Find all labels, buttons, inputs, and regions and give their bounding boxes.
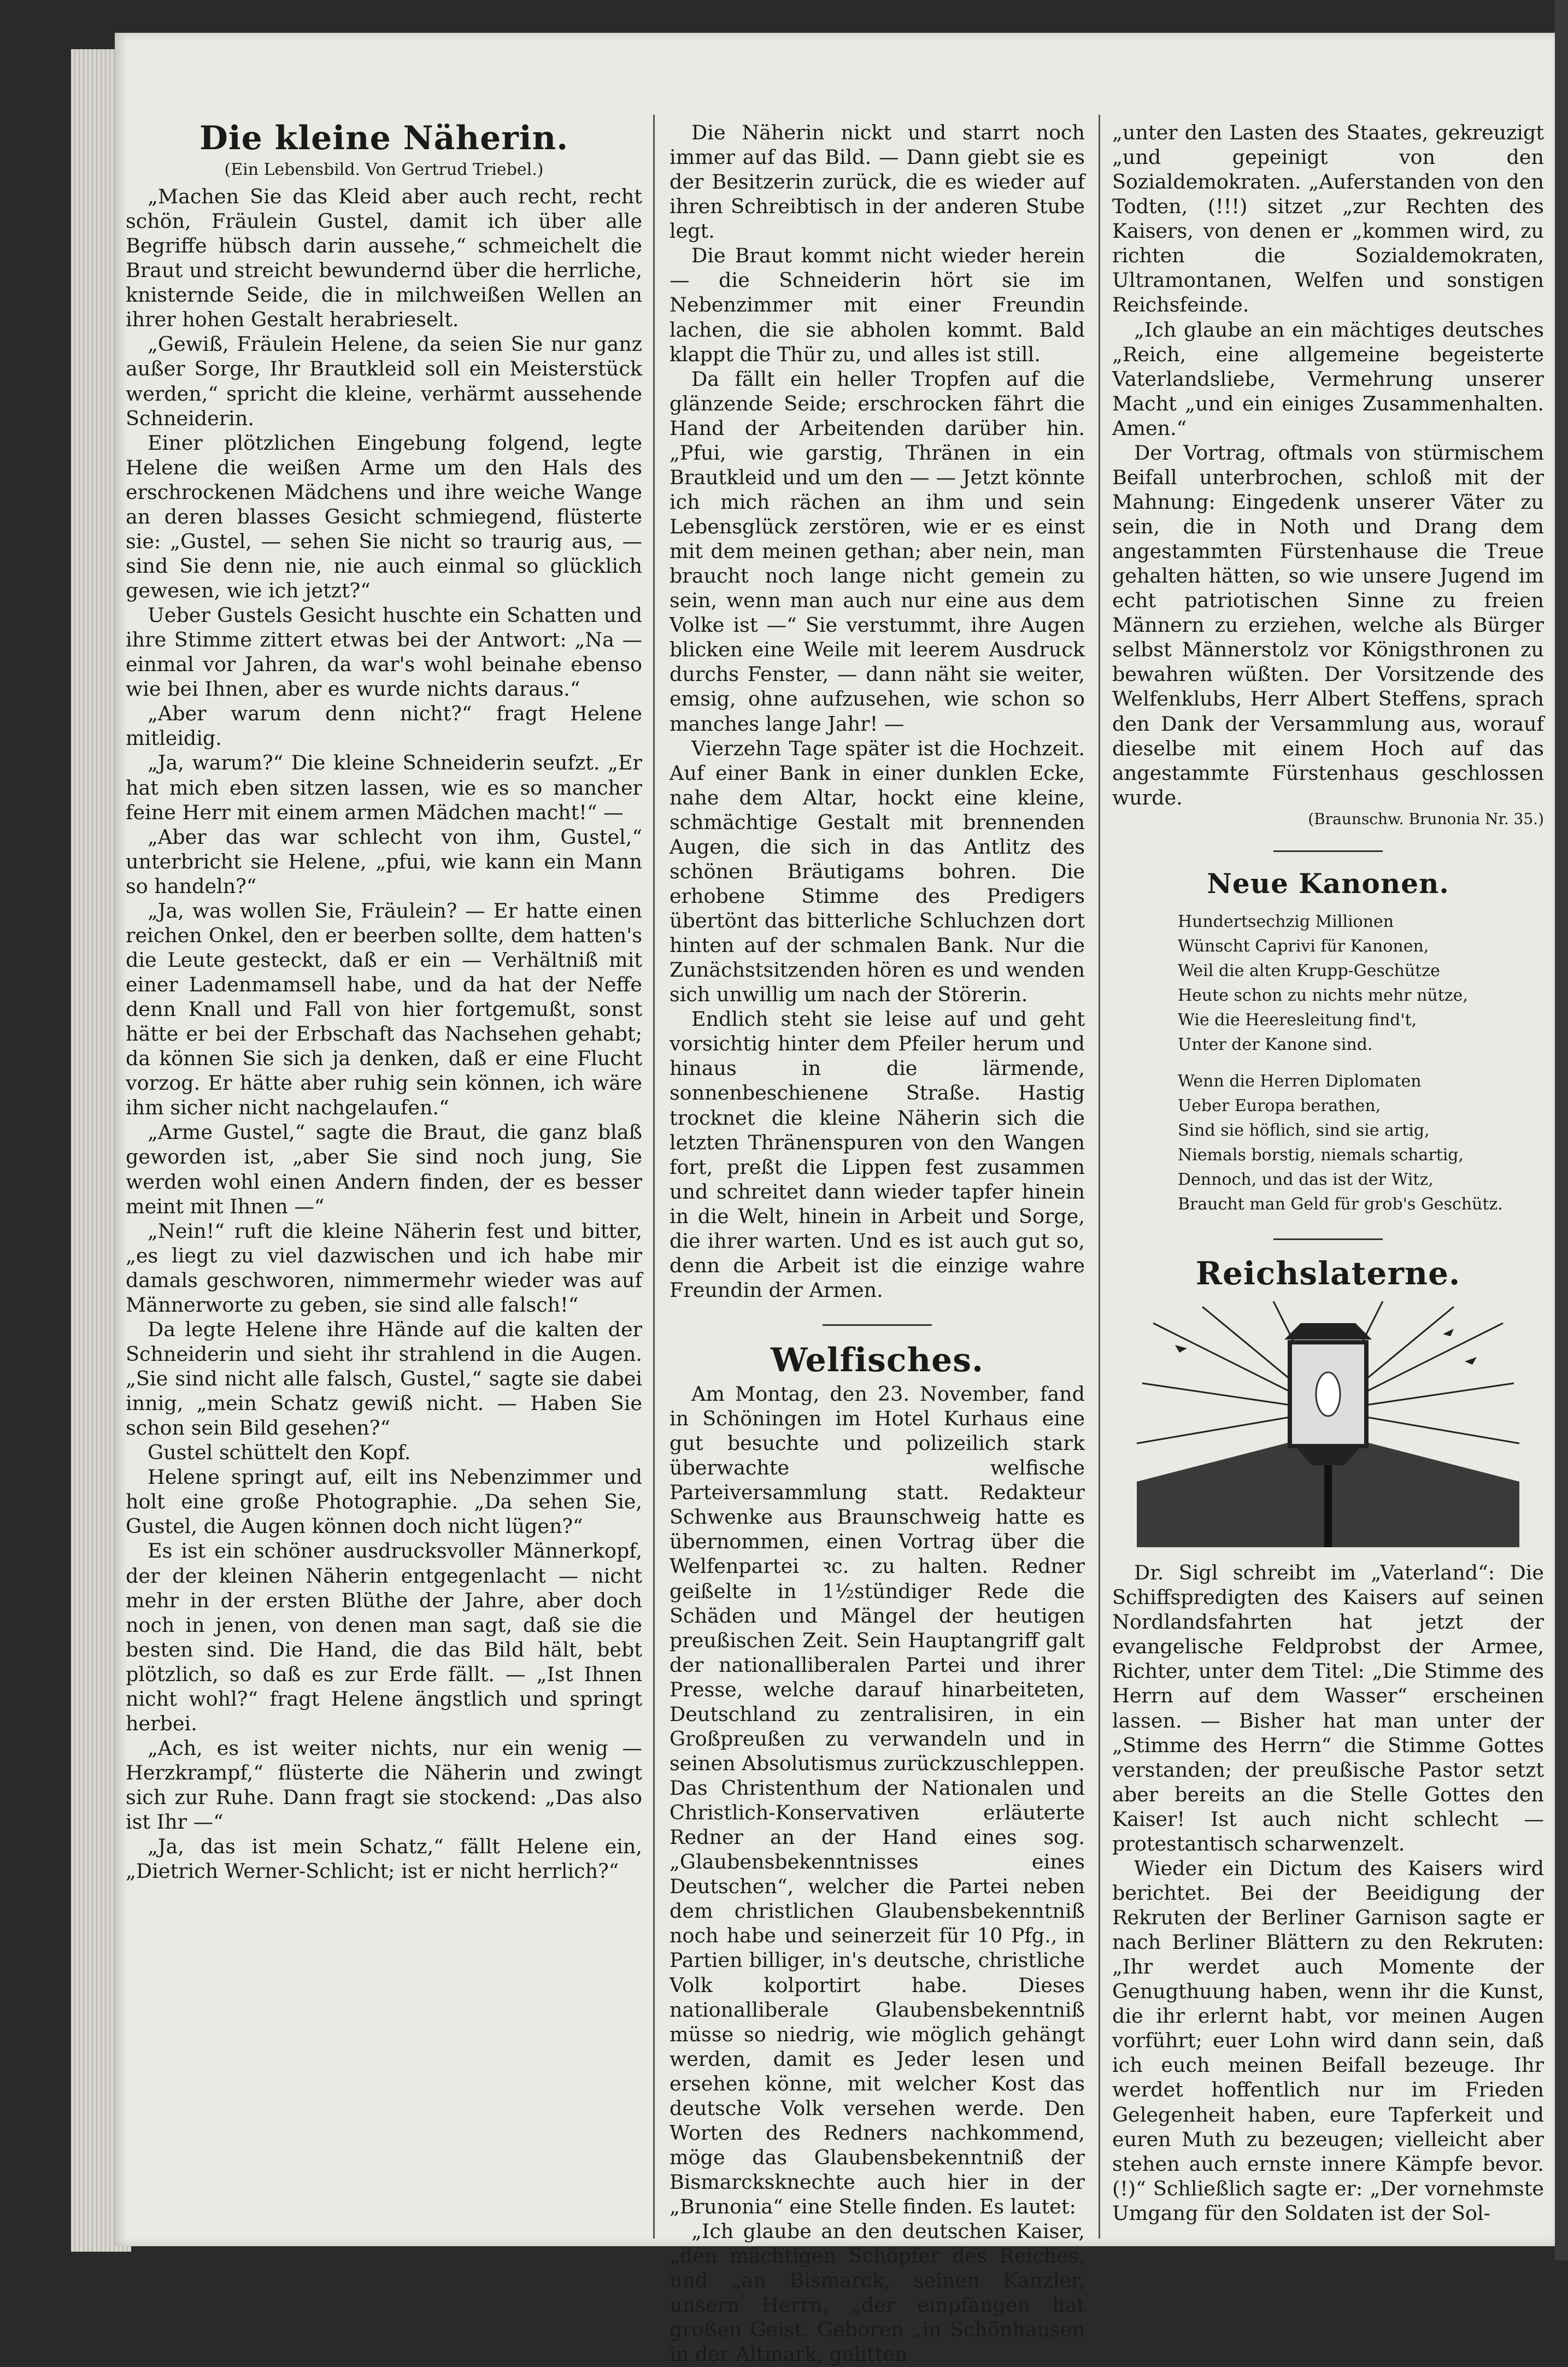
- column-rule-2: [1099, 115, 1100, 2239]
- section-separator: [823, 1324, 932, 1326]
- article-title: Die kleine Näherin.: [199, 119, 569, 157]
- source-citation: (Braunschw. Brunonia Nr. 35.): [1308, 809, 1544, 828]
- paragraph: „Ja, was wollen Sie, Fräulein? — Er hatte einen reichen Onkel, den er beerben sollte, dem hatten's die Leute gesteckt, daß er ein — Verhältniß mit einer Ladenmamsell habe, und da hat der Neffe denn Knall und Fall von hier fortgemußt, sonst hätte er bei der Erbschaft das Nachsehen gehabt; da können Sie sich ja denken, daß er eine Flucht vorzog. Er hätte aber ruhig sein können, ich wäre ihm sicher nicht nachgelaufen.“: [126, 898, 642, 1120]
- paragraph: „Nein!“ ruft die kleine Näherin fest und bitter, „es liegt zu viel dazwischen und ich habe mir damals geschworen, nimmermehr wieder was auf Männerworte zu geben, sie sind alle falsch!“: [126, 1219, 642, 1317]
- column-1: [126, 120, 642, 2239]
- paragraph: „Aber warum denn nicht?“ fragt Helene mitleidig.: [126, 702, 642, 750]
- paragraph: „unter den Lasten des Staates, gekreuzigt „und gepeinigt von den Sozialdemokraten. „Auferstanden von den Todten, (!!!) sitzet „zur Rechten des Kaisers, von denen er „kommen wird, zu richten die Sozialdemokraten, Ultramontanen, Welfen und sonstigen Reichsfeinde.: [1112, 121, 1544, 317]
- paragraph: Einer plötzlichen Eingebung folgend, legte Helene die weißen Arme um den Hals des erschrockenen Mädchens und ihre weiche Wange an deren blasses Gesicht schmiegend, flüsterte sie: „Gustel, — sehen Sie nicht so traurig aus, — sind Sie denn nie, nie auch einmal so glücklich gewesen, wie ich jetzt?“: [126, 431, 642, 603]
- paragraph: Helene springt auf, eilt ins Nebenzimmer und holt eine große Photographie. „Da sehen Sie, Gustel, die Augen können doch nicht lügen?“: [126, 1465, 642, 1538]
- paragraph: Dr. Sigl schreibt im „Vaterland“: Die Schiffspredigten des Kaisers auf seinen Nordlandsfahrten hat jetzt der evangelische Feldprobst der Armee, Richter, unter dem Titel: „Die Stimme des Herrn auf dem Wasser“ erscheinen lassen. — Bisher hat man unter der „Stimme des Herrn“ die Stimme Gottes verstanden; der preußische Pastor setzt aber bereits an die Stelle Gottes den Kaiser! Ist auch nicht schlecht — protestantisch scharwenzelt.: [1112, 1561, 1544, 1855]
- paragraph: Da legte Helene ihre Hände auf die kalten der Schneiderin und sieht ihr strahlend in die Augen. „Sie sind nicht alle falsch, Gustel,“ sagte sie dabei innig, „mein Schatz gewiß nicht. — Haben Sie schon sein Bild gesehen?“: [126, 1317, 642, 1440]
- paragraph: Gustel schüttelt den Kopf.: [148, 1441, 411, 1465]
- paragraph: Vierzehn Tage später ist die Hochzeit. Auf einer Bank in einer dunklen Ecke, nahe dem Altar, hockt eine kleine, schmächtige Gestalt mit brennenden Augen, die sich in das Antlitz des schönen Bräutigams bohren. Die erhobene Stimme des Predigers übertönt das bitterliche Schluchzen dort hinten auf der schmalen Bank. Nur die Zunächstsitzenden hören es und wenden sich unwillig um nach der Störerin.: [670, 736, 1085, 1007]
- stanza-gap: [1178, 1057, 1544, 1069]
- poem-line: Ueber Europa berathen,: [1178, 1096, 1381, 1116]
- poem-line: Heute schon zu nichts mehr nütze,: [1178, 986, 1468, 1006]
- poem-line: Sind sie höflich, sind sie artig,: [1178, 1121, 1430, 1141]
- poem-line: Hundertsechzig Millionen: [1178, 912, 1394, 932]
- column-3: [1112, 120, 1544, 2239]
- column-2: [670, 120, 1085, 2366]
- section-title: Reichslaterne.: [1195, 1255, 1461, 1293]
- poem-line: Braucht man Geld für grob's Geschütz.: [1178, 1195, 1503, 1214]
- lantern-illustration: [1137, 1301, 1519, 1547]
- section-separator: [1273, 850, 1383, 852]
- section-title: Welfisches.: [771, 1341, 984, 1379]
- paragraph: Ueber Gustels Gesicht huschte ein Schatten und ihre Stimme zittert etwas bei der Antwort: „Na — einmal vor Jahren, da war's wohl beinahe ebenso wie bei Ihnen, aber es wurde nichts daraus.“: [126, 603, 642, 701]
- paragraph: Die Braut kommt nicht wieder herein — die Schneiderin hört sie im Nebenzimmer mit einer Freundin lachen, die sie abholen kommt. Bald klappt die Thür zu, und alles ist still.: [670, 244, 1085, 366]
- poem-title: Neue Kanonen.: [1207, 867, 1449, 900]
- paragraph: Wieder ein Dictum des Kaisers wird berichtet. Bei der Beeidigung der Rekruten der Berliner Garnison sagte er nach Berliner Blättern zu den Rekruten: „Ihr werdet auch Momente der Genugthuung haben, wenn ihr die Kunst, die ihr erlernt habt, vor meinen Augen vorführt; euer Lohn wird dann sein, daß ich euch meinen Beifall bezeuge. Ihr werdet hoffentlich nur im Frieden Gelegenheit haben, eure Tapferkeit und euren Muth zu bezeugen; vielleicht aber stehen auch ernste innere Kämpfe bevor.(!)“ Schließlich sagte er: „Der vornehmste Umgang für den Soldaten ist der Sol-: [1112, 1856, 1544, 2225]
- poem-line: Unter der Kanone sind.: [1178, 1035, 1373, 1055]
- paragraph: „Gewiß, Fräulein Helene, da seien Sie nur ganz außer Sorge, Ihr Brautkleid soll ein Meisterstück werden,“ spricht die kleine, verhärmt aussehende Schneiderin.: [126, 332, 642, 430]
- paragraph: Endlich steht sie leise auf und geht vorsichtig hinter dem Pfeiler herum und hinaus in die lärmende, sonnenbeschienene Straße. Hastig trocknet die kleine Näherin sich die letzten Thränenspuren von den Wangen fort, preßt die Lippen fest zusammen und schreitet dann wieder tapfer hinein in die Welt, hinein in Arbeit und Sorge, die ihrer warten. Und es ist auch gut so, denn die Arbeit ist die einzige wahre Freundin der Armen.: [670, 1007, 1085, 1302]
- poem-line: Wünscht Caprivi für Kanonen,: [1178, 937, 1429, 956]
- paragraph: Es ist ein schöner ausdrucksvoller Männerkopf, der der kleinen Näherin entgegenlacht — nicht mehr in der ersten Blüthe der Jahre, aber doch noch in jenen, von denen man sagt, daß sie die besten sind. Die Hand, die das Bild hält, bebt plötzlich, so daß es zur Erde fällt. — „Ist Ihnen nicht wohl?“ fragt Helene ängstlich und springt herbei.: [126, 1539, 642, 1735]
- paragraph: „Ja, warum?“ Die kleine Schneiderin seufzt. „Er hat mich eben sitzen lassen, wie es so mancher feine Herr mit einem armen Mädchen macht!“ —: [126, 751, 642, 824]
- paragraph: „Ja, das ist mein Schatz,“ fällt Helene ein, „Dietrich Werner-Schlicht; ist er nicht herrlich?“: [126, 1835, 642, 1883]
- poem-line: Niemals borstig, niemals schartig,: [1178, 1146, 1464, 1165]
- column-rule-1: [653, 115, 655, 2239]
- article-byline: (Ein Lebensbild. Von Gertrud Triebel.): [224, 160, 544, 179]
- poem: [1178, 909, 1544, 1217]
- paragraph: „Ach, es ist weiter nichts, nur ein wenig — Herzkrampf,“ flüsterte die Näherin und zwingt sich zur Ruhe. Dann fragt sie stockend: „Das also ist Ihr —“: [126, 1736, 642, 1834]
- poem-line: Dennoch, und das ist der Witz,: [1178, 1170, 1434, 1190]
- poem-line: Weil die alten Krupp-Geschütze: [1178, 961, 1440, 981]
- paragraph: Der Vortrag, oftmals von stürmischem Beifall unterbrochen, schloß mit der Mahnung: Eingedenk unserer Väter zu sein, die in Noth und Drang dem angestammten Fürstenhause die Treue gehalten hätten, so wie unsere Jugend im echt patriotischen Sinne zu freien Männern zu erziehen, welche als Bürger selbst Männerstolz vor Königsthronen zu bewahren wüßten. Der Vorsitzende des Welfenklubs, Herr Albert Steffens, sprach den Dank der Versammlung aus, worauf dieselbe mit einem Hoch auf das angestammte Fürstenhaus geschlossen wurde.: [1112, 440, 1544, 809]
- poem-line: Wie die Heeresleitung find't,: [1178, 1011, 1417, 1030]
- paragraph: „Ich glaube an ein mächtiges deutsches „Reich, eine allgemeine begeisterte Vaterlandsliebe, Vermehrung unserer Macht „und ein einiges Zusammenhalten. Amen.“: [1112, 318, 1544, 440]
- paragraph: „Aber das war schlecht von ihm, Gustel,“ unterbricht sie Helene, „pfui, wie kann ein Mann so handeln?“: [126, 825, 642, 898]
- paragraph: „Machen Sie das Kleid aber auch recht, recht schön, Fräulein Gustel, damit ich über alle Begriffe hübsch darin aussehe,“ schmeichelt die Braut und streicht bewundernd über die herrliche, knisternde Seide, die in milchweißen Wellen an ihrer hohen Gestalt herabrieselt.: [126, 185, 642, 332]
- paragraph: Da fällt ein heller Tropfen auf die glänzende Seide; erschrocken fährt die Hand der Arbeitenden darüber hin. „Pfui, wie garstig, Thränen in ein Brautkleid und um den — — Jetzt könnte ich mich rächen an ihm und sein Lebensglück zerstören, wie er es einst mit dem meinen gethan; aber nein, man braucht noch lange nicht gemein zu sein, wenn man auch nur eine aus dem Volke ist —“ Sie verstummt, ihre Augen blicken eine Weile mit leerem Ausdruck durchs Fenster, — dann näht sie weiter, emsig, ohne aufzusehen, wie schon so manches lange Jahr! —: [670, 367, 1085, 736]
- poem-line: Wenn die Herren Diplomaten: [1178, 1072, 1422, 1091]
- paragraph: Die Näherin nickt und starrt noch immer auf das Bild. — Dann giebt sie es der Besitzerin zurück, die es wieder auf ihren Schreibtisch in der anderen Stube legt.: [670, 121, 1085, 243]
- dark-background-strip: [1555, 0, 1568, 2260]
- section-separator: [1273, 1238, 1383, 1240]
- paragraph: Am Montag, den 23. November, fand in Schöningen im Hotel Kurhaus eine gut besuchte und polizeilich stark überwachte welfische Parteiversammlung statt. Redakteur Schwenke aus Braunschweig hatte es übernommen, einen Vortrag über die Welfenpartei ꝛc. zu halten. Redner geißelte in 1½stündiger Rede die Schäden und Mängel der heutigen preußischen Zeit. Sein Hauptangriff galt der nationalliberalen Partei und ihrer Presse, welche darauf hinarbeiteten, Deutschland zu zentralisiren, in ein Großpreußen zu verwandeln und in seinen Absolutismus zurückzuschleppen. Das Christenthum der Nationalen und Christlich-Konservativen erläuterte Redner an der Hand eines sog. „Glaubensbekenntnisses eines Deutschen“, welcher die Partei neben dem christlichen Glaubensbekenntniß noch habe und seinerzeit für 10 Pfg., in Partien billiger, in's deutsche, christliche Volk kolportirt habe. Dieses nationalliberale Glaubensbekenntniß müsse so niedrig, wie möglich gehängt werden, damit es Jeder lesen und ersehen könne, mit welcher Kost das deutsche Volk versehen werde. Den Worten des Redners nachkommend, möge das Glaubensbekenntniß der Bismarcksknechte auch hier in der „Brunonia“ eine Stelle finden. Es lautet:: [670, 1382, 1085, 2219]
- paragraph: „Ich glaube an den deutschen Kaiser, „den mächtigen Schöpfer des Reiches, und „an Bismarck, seinen Kanzler, unsern Herrn, „der empfangen hat großen Geist. Geboren „in Schönhausen in der Altmark, gelitten: [670, 2219, 1085, 2366]
- paragraph: „Arme Gustel,“ sagte die Braut, die ganz blaß geworden ist, „aber Sie sind noch jung, Sie werden wohl einen Andern finden, der es besser meint mit Ihnen —“: [126, 1120, 642, 1218]
